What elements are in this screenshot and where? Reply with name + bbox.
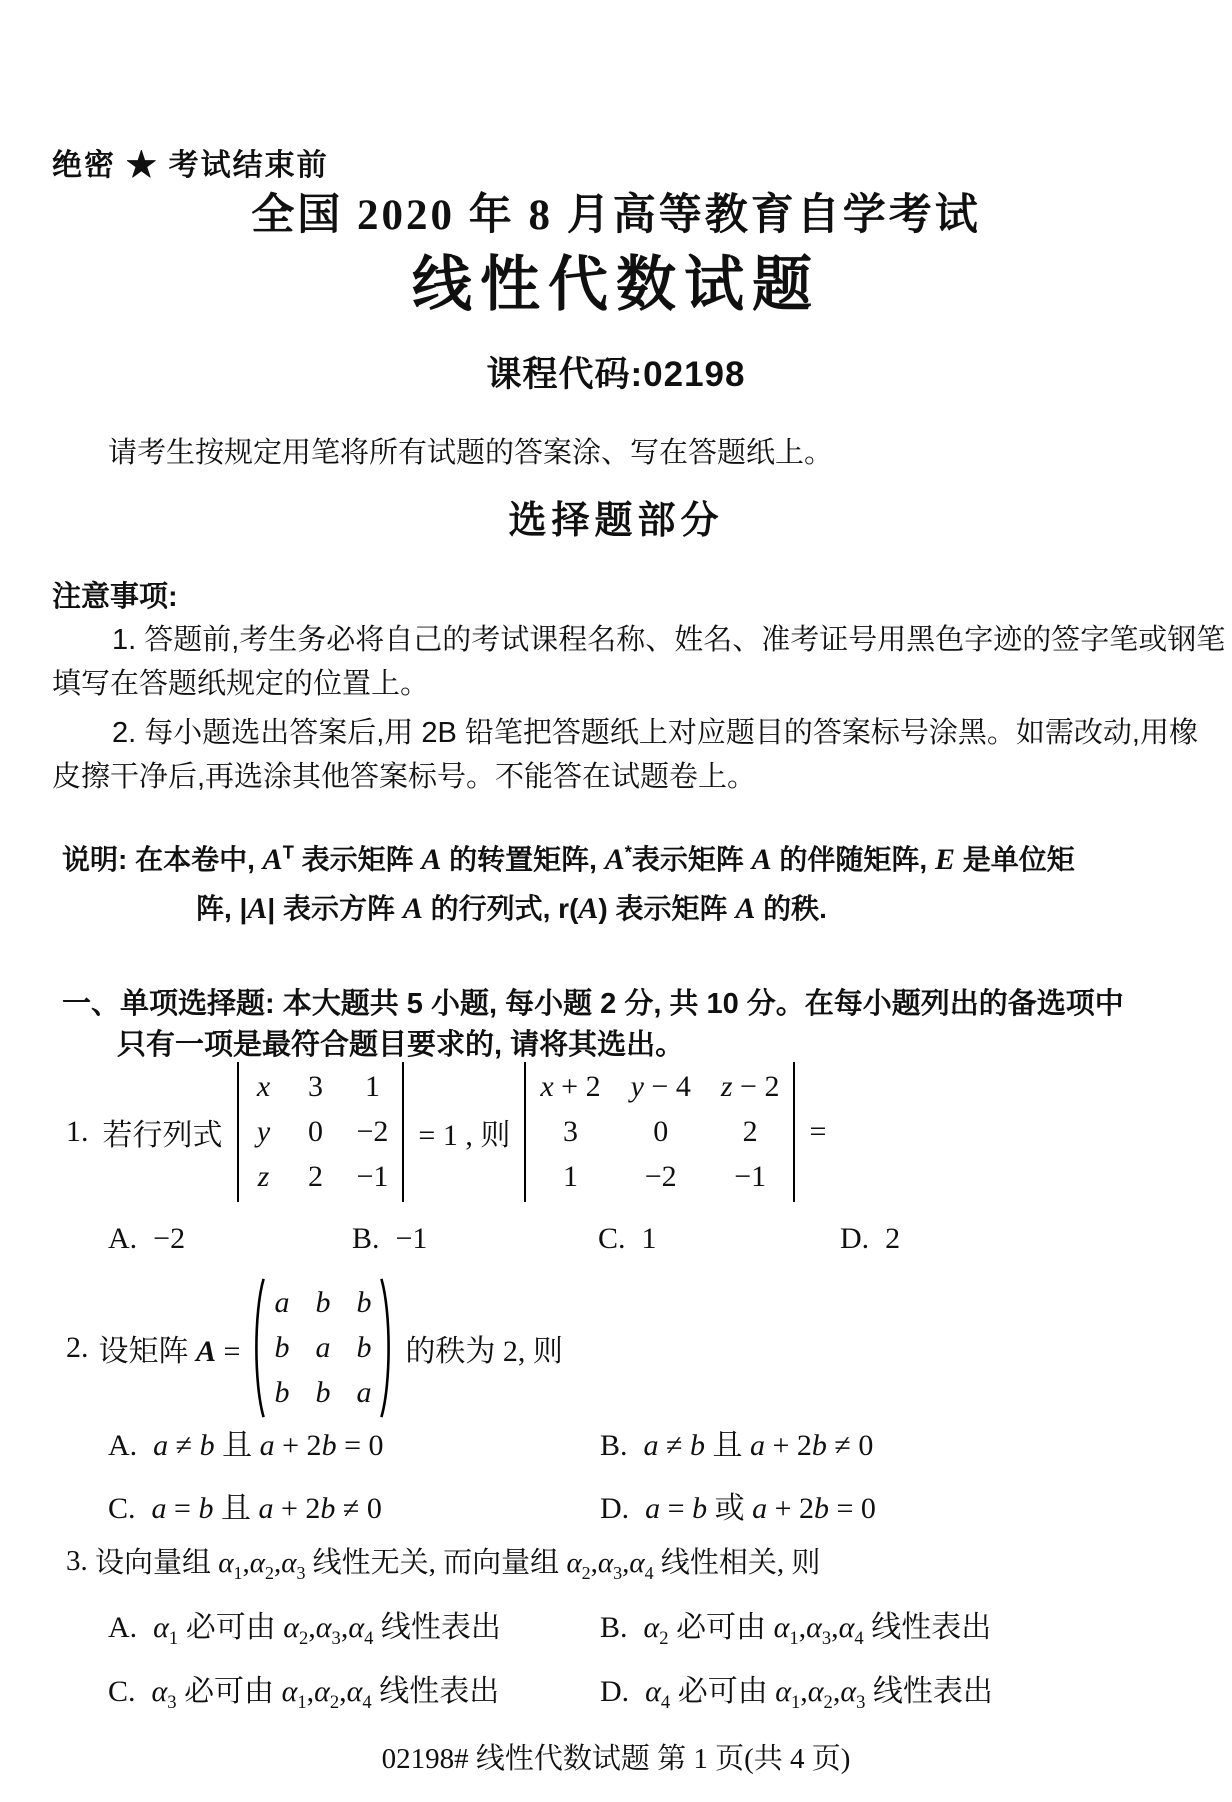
option-label: C.: [598, 1222, 626, 1255]
question-2-tail: 的秩为 2, 则: [405, 1335, 563, 1368]
option-text: $\alpha_2$ 必可由 $\alpha_1,\alpha_3,\alpha_4$ 线性表出: [643, 1611, 992, 1649]
matrix-cell: b: [274, 1331, 290, 1364]
question-2: [66, 1276, 563, 1420]
notice-item-1-line-1: 1. 答题前,考生务必将自己的考试课程名称、姓名、准考证号用黑色字迹的签字笔或钢笔: [112, 624, 1226, 656]
question-1-number: 1.: [66, 1115, 89, 1148]
matrix-cell: x + 2: [540, 1070, 601, 1103]
q1-option-b: [352, 1222, 427, 1256]
matrix-cell: 1: [364, 1070, 380, 1103]
matrix-cell: 2: [742, 1115, 758, 1148]
matrix-cell: y − 4: [630, 1070, 691, 1103]
question-1-lead: 若行列式: [102, 1119, 223, 1152]
matrix-cell: b: [315, 1286, 331, 1319]
page-footer: 02198# 线性代数试题 第 1 页(共 4 页): [381, 1743, 851, 1775]
option-label: C.: [108, 1492, 136, 1525]
section-1-heading-line-2: 只有一项是最符合题目要求的, 请将其选出。: [117, 1029, 685, 1061]
matrix-cell: −2: [644, 1160, 677, 1193]
option-text: $\alpha_4$ 必可由 $\alpha_1,\alpha_2,\alpha_3$ 线性表出: [645, 1675, 993, 1713]
q1-option-d: [840, 1222, 900, 1256]
matrix-cell: a: [356, 1376, 372, 1409]
option-text: −1: [395, 1222, 428, 1255]
question-1: [66, 1062, 826, 1202]
matrix-cell: 0: [308, 1115, 323, 1148]
option-label: D.: [600, 1492, 630, 1525]
matrix-cell: a: [315, 1331, 331, 1364]
exam-session-title: 全国 2020 年 8 月高等教育自学考试: [251, 192, 981, 239]
option-label: B.: [600, 1611, 628, 1644]
matrix-cell: 2: [308, 1160, 323, 1193]
question-1-equals-one: = 1 , 则: [418, 1119, 511, 1152]
option-label: B.: [352, 1222, 380, 1255]
option-text: $\alpha_3$ 必可由 $\alpha_1,\alpha_2,\alpha_4$ 线性表出: [151, 1675, 500, 1713]
option-label: A.: [108, 1611, 138, 1644]
option-text: a ≠ b 且 a + 2b = 0: [153, 1429, 384, 1462]
question-3: [66, 1540, 820, 1584]
q1-option-a: [108, 1222, 185, 1256]
determinant-1: [237, 1062, 405, 1202]
option-text: a ≠ b 且 a + 2b ≠ 0: [643, 1429, 874, 1462]
right-parenthesis-icon: [379, 1276, 395, 1420]
question-2-number: 2.: [66, 1331, 89, 1364]
option-label: C.: [108, 1675, 136, 1708]
option-text: −2: [153, 1222, 186, 1255]
option-text: a = b 或 a + 2b = 0: [645, 1492, 876, 1525]
matrix-cell: b: [356, 1331, 372, 1364]
notation-explanation-line-1: 说明: 在本卷中, $A^T$ 表示矩阵 A 的转置矩阵, A*表示矩阵 A 的伴随矩阵, E 是单位矩: [62, 842, 1075, 876]
q3-option-b: [600, 1602, 991, 1650]
q2-option-a: [108, 1420, 383, 1464]
option-text: $\alpha_1$ 必可由 $\alpha_2,\alpha_3,\alpha_4$ 线性表出: [153, 1611, 501, 1649]
matrix-cell: 0: [653, 1115, 669, 1148]
q2-option-b: [600, 1420, 873, 1464]
matrix-cell: −1: [734, 1160, 767, 1193]
notice-item-1-line-2: 填写在答题纸规定的位置上。: [52, 668, 430, 700]
matrix-cell: y: [256, 1115, 271, 1148]
matrix-cell: 1: [562, 1160, 578, 1193]
question-1-trailing-equals: =: [809, 1115, 827, 1148]
q2-option-d: [600, 1483, 876, 1527]
q2-option-c: [108, 1483, 382, 1527]
option-label: D.: [840, 1222, 870, 1255]
option-label: A.: [108, 1429, 138, 1462]
question-3-number: 3.: [66, 1545, 88, 1578]
matrix-cell: z − 2: [720, 1070, 780, 1103]
security-classification: 绝密 ★ 考试结束前: [52, 149, 329, 182]
option-text: a = b 且 a + 2b ≠ 0: [151, 1492, 382, 1525]
question-2-lead: 设矩阵 A =: [98, 1335, 241, 1368]
option-text: 2: [885, 1222, 901, 1255]
determinant-2: [524, 1062, 795, 1202]
matrix-cell: z: [257, 1160, 270, 1193]
q3-option-d: [600, 1666, 993, 1714]
section-1-heading-line-1: 一、单项选择题: 本大题共 5 小题, 每小题 2 分, 共 10 分。在每小题列出的备选项中: [62, 988, 1124, 1020]
matrix-cell: b: [315, 1376, 331, 1409]
matrix-cell: b: [274, 1376, 290, 1409]
matrix-cell: 3: [308, 1070, 323, 1103]
matrix-a: [250, 1276, 395, 1420]
option-label: D.: [600, 1675, 630, 1708]
notice-item-2-line-1: 2. 每小题选出答案后,用 2B 铅笔把答题纸上对应题目的答案标号涂黑。如需改动,用橡: [112, 717, 1198, 749]
question-3-lead: 设向量组 $\alpha_1,\alpha_2,\alpha_3$ 线性无关, 而向量组 $\alpha_2,\alpha_3,\alpha_4$ 线性相关, 则: [95, 1547, 821, 1583]
matrix-cell: x: [256, 1070, 271, 1103]
matrix-cell: 3: [562, 1115, 578, 1148]
answer-sheet-instruction: 请考生按规定用笔将所有试题的答案涂、写在答题纸上。: [108, 437, 834, 469]
option-text: 1: [641, 1222, 657, 1255]
matrix-cell: −2: [356, 1115, 389, 1148]
notice-title: 注意事项:: [52, 581, 178, 613]
option-label: B.: [600, 1429, 628, 1462]
q1-option-c: [598, 1222, 657, 1256]
option-label: A.: [108, 1222, 138, 1255]
course-code: 课程代码:02198: [486, 355, 746, 394]
notice-item-2-line-2: 皮擦干净后,再选涂其他答案标号。不能答在试题卷上。: [52, 761, 757, 793]
q3-option-c: [108, 1666, 499, 1714]
left-parenthesis-icon: [250, 1276, 266, 1420]
notation-explanation-line-2: 阵, |A| 表示方阵 A 的行列式, r(A) 表示矩阵 A 的秩.: [196, 892, 827, 925]
matrix-cell: a: [274, 1286, 290, 1319]
matrix-cell: b: [356, 1286, 372, 1319]
paper-title: 线性代数试题: [412, 251, 820, 318]
multiple-choice-part-heading: 选择题部分: [508, 500, 724, 542]
q3-option-a: [108, 1602, 501, 1650]
matrix-cell: −1: [356, 1160, 389, 1193]
